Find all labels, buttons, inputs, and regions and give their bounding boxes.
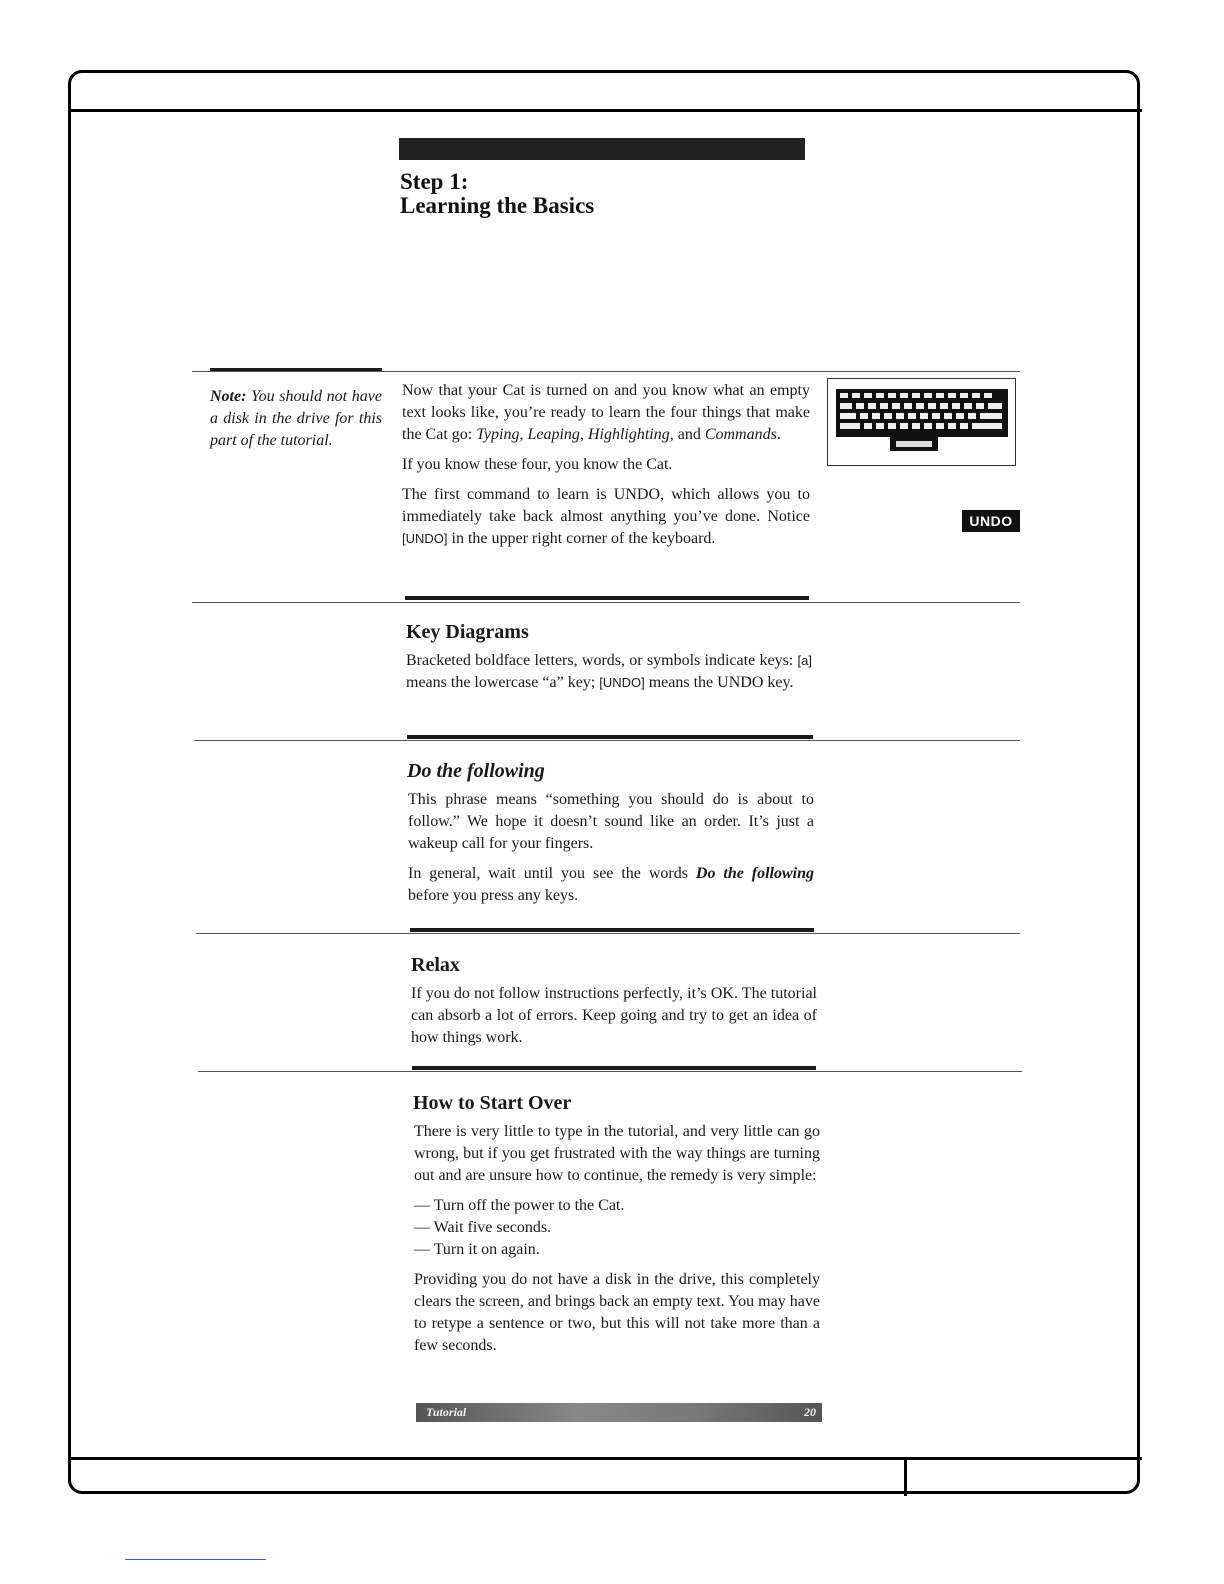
intro-section [402, 380, 810, 558]
frame-bottom-divider [904, 1459, 907, 1496]
start-over-steps [414, 1195, 820, 1261]
intro-p3-text-a: The first command to learn is UNDO, which allows you to immediately take back almost anything you’ve done. Notice [402, 486, 810, 525]
list-item: — Turn off the power to the Cat. [414, 1197, 625, 1214]
section-rule-3 [194, 740, 1020, 741]
do-following-p2-b: before you press any keys. [408, 887, 579, 904]
do-following-p2-a: In general, wait until you see the words [408, 865, 696, 882]
page-footer-bar [416, 1403, 822, 1422]
do-following-heading: Do the following [407, 760, 545, 782]
header-bar [399, 138, 805, 160]
intro-paragraph-3 [402, 484, 810, 550]
keyboard-illustration [827, 378, 1016, 466]
section-rule-1 [192, 371, 1020, 372]
start-over-paragraph-2: Providing you do not have a disk in the drive, this completely clears the screen, and brings back an empty text. You may have to retype a sentence or two, but this will not take more than a few seconds. [414, 1271, 820, 1354]
intro-p1-and: and [677, 426, 701, 443]
key-diagrams-paragraph [406, 650, 812, 694]
term-commands: Commands [704, 426, 777, 443]
title-line-2: Learning the Basics [400, 193, 595, 218]
section-rule-5 [198, 1071, 1022, 1072]
intro-p1-text: Now that your Cat is turned on and you know what an empty text looks like, you’re ready to learn the four things that make the Cat go: [402, 382, 810, 443]
do-following-paragraph-1: This phrase means “something you should do is about to follow.” We hope it doesn’t sound like an order. It’s just a wakeup call for your fingers. [408, 791, 814, 852]
page-number: 20 [804, 1405, 816, 1419]
relax-paragraph: If you do not follow instructions perfectly, it’s OK. The tutorial can absorb a lot of errors. Keep going and try to get an idea of how things work. [411, 985, 817, 1046]
undo-key-badge: UNDO [962, 510, 1020, 532]
key-diagrams-heading: Key Diagrams [406, 621, 529, 643]
term-leaping: Leaping [527, 426, 580, 443]
intro-p3-text-b: in the upper right corner of the keyboard. [447, 530, 716, 547]
keyboard-icon [828, 379, 1015, 465]
page-title [400, 170, 594, 218]
intro-paragraph-2: If you know these four, you know the Cat. [402, 456, 673, 473]
list-item: — Turn it on again. [414, 1241, 540, 1258]
key-diagrams-text-c: means the UNDO key. [644, 674, 794, 691]
start-over-heading: How to Start Over [413, 1092, 572, 1114]
section-rule-2-thick [405, 596, 809, 600]
frame-bottom-rule [70, 1457, 1142, 1460]
start-over-text [414, 1121, 820, 1365]
section-rule-5-thick [412, 1066, 816, 1070]
intro-paragraph-1: Now that your Cat is turned on and you know what an empty text looks like, you’re ready to learn the four things that make the Cat go: Typing, Leaping, Highlighting, and Commands. [402, 382, 810, 443]
footer-section-label: Tutorial [426, 1405, 467, 1419]
do-following-paragraph-2 [408, 863, 814, 907]
margin-note [210, 386, 382, 452]
section-rule-4-thick [410, 928, 814, 932]
do-following-emphasis: Do the following [695, 865, 815, 882]
key-diagrams-text [406, 650, 812, 702]
term-typing: Typing [476, 426, 520, 443]
frame-top-rule [70, 109, 1142, 112]
key-diagrams-text-b: means the lowercase “a” key; [406, 674, 600, 691]
section-rule-3-thick [407, 735, 813, 739]
key-undo-ref: [UNDO] [599, 675, 645, 690]
section-rule-4 [196, 933, 1020, 934]
title-line-1: Step 1: [400, 169, 469, 194]
relax-text [411, 983, 817, 1057]
note-label: Note: [210, 388, 247, 405]
section-rule-2 [192, 602, 1020, 603]
key-diagrams-text-a: Bracketed boldface letters, words, or symbols indicate keys: [406, 652, 798, 669]
list-item: — Wait five seconds. [414, 1219, 552, 1236]
term-highlighting: Highlighting [587, 426, 670, 443]
key-a-ref: [a] [797, 653, 812, 668]
note-text: You should not have a disk in the drive for this part of the tutorial. [210, 388, 382, 449]
do-following-text [408, 789, 814, 915]
undo-key-ref: [UNDO] [402, 531, 448, 546]
relax-heading: Relax [411, 954, 460, 976]
link-underline [125, 1559, 266, 1560]
start-over-paragraph-1: There is very little to type in the tutorial, and very little can go wrong, but if you get frustrated with the way things are turning out and are unsure how to continue, the remedy is very simple: [414, 1123, 820, 1184]
